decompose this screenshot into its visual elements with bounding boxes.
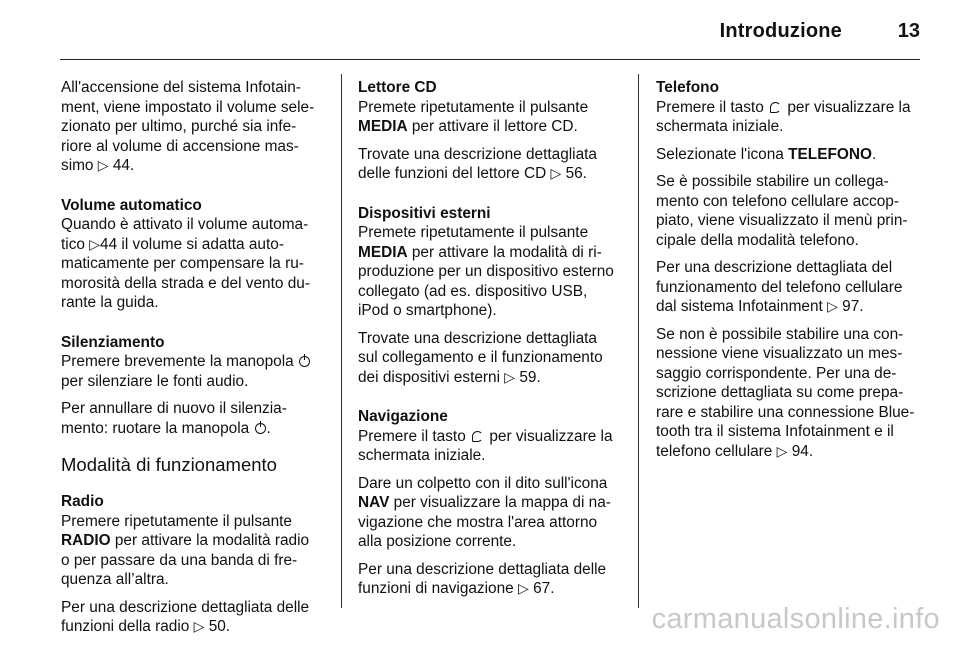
phone-desc-paragraph: Per una descrizione dettagliata del funzionamento del telefono cellulare dal sistema Infotainment ▷ 97. (656, 259, 903, 315)
mute-block: Silenziamento Premere brevemente la manopola per silenziare le fonti audio. (61, 333, 329, 392)
radio-button-label: RADIO (61, 532, 111, 549)
subheading-radio: Radio (61, 493, 104, 510)
header-rule (60, 59, 920, 60)
external-desc-paragraph: Trovate una descrizione dettagliata sul collegamento e il funzionamento dei dispositivi esterni ▷ 59. (358, 329, 603, 386)
column-divider-2 (638, 74, 639, 608)
column-1 (61, 78, 329, 645)
intro-paragraph: All'accensione del sistema Infotain- ment, viene impostato il volume sele- zionato per ultimo, purché sia infe- riore al volume di accensione mas- simo ▷ 44. (61, 79, 315, 174)
media-button-label: MEDIA (358, 243, 408, 261)
page-ref-arrow-icon: ▷ (193, 618, 205, 634)
page-number: 13 (897, 20, 920, 42)
phone-noconn-paragraph: Se non è possibile stabilire una con- nessione viene visualizzato un mes- saggio corrispondente. Per una de- scrizione dettagliata su come prepa- rare e stabilire una connessione Blue- tooth tra il sistema Infotainment e il telefono cellulare ▷ 94. (656, 325, 915, 460)
subheading-phone: Telefono (656, 79, 719, 96)
power-knob-icon (299, 355, 310, 367)
phone-button-label: TELEFONO (788, 145, 872, 163)
power-knob-icon (255, 422, 266, 434)
unmute-paragraph: Per annullare di nuovo il silenzia- mento: ruotare la manopola . (61, 400, 287, 437)
cd-desc-paragraph: Trovate una descrizione dettagliata delle funzioni del lettore CD ▷ 56. (358, 145, 597, 182)
page-ref-arrow-icon: ▷ (97, 157, 109, 173)
subheading-navigation: Navigazione (358, 408, 448, 425)
page-ref: 44. (112, 157, 135, 174)
subheading-volume-auto: Volume automatico (61, 196, 202, 214)
subheading-cd: Lettore CD (358, 79, 437, 96)
nav-block: Navigazione Premere il tasto per visualizzare la schermata iniziale. (358, 407, 628, 466)
phone-connected-paragraph: Se è possibile stabilire un collega- mento con telefono cellulare accop- piato, viene visualizzato il menù prin- cipale della modalità telefono. (656, 173, 908, 249)
phone-select-paragraph: Selezionate l'icona TELEFONO. (656, 145, 877, 163)
page-ref-arrow-icon: ▷ (89, 235, 101, 252)
column-3 (656, 78, 924, 469)
watermark: carmanualsonline.info (651, 603, 940, 635)
column-divider-1 (341, 74, 342, 608)
cd-block: Lettore CD Premete ripetutamente il pulsante MEDIA per attivare il lettore CD. (358, 78, 628, 137)
page-header (0, 0, 960, 60)
page-ref-arrow-icon: ▷ (827, 298, 838, 314)
media-button-label: MEDIA (358, 118, 408, 135)
page-ref-arrow-icon: ▷ (776, 442, 788, 459)
section-heading: Modalità di funzionamento (61, 454, 277, 475)
column-2 (358, 78, 628, 607)
phone-block: Telefono Premere il tasto per visualizzare la schermata iniziale. (656, 78, 924, 137)
home-key-icon (769, 100, 782, 113)
volume-auto-block: Volume automatico Quando è attivato il volume automa- tico ▷44 il volume si adatta auto- maticamente per compensare la ru- morosità della strada e del vento du- rante la guida. (61, 196, 329, 313)
radio-block: Radio Premere ripetutamente il pulsante RADIO per attivare la modalità radio o per passare da una banda di fre- quenza all’altra. (61, 492, 329, 590)
subheading-external: Dispositivi esterni (358, 204, 491, 222)
page-ref-arrow-icon: ▷ (518, 580, 529, 596)
external-block: Dispositivi esterni Premete ripetutamente il pulsante MEDIA per attivare la modalità di ri- produzione per un dispositivo esterno collegato (ad es. dispositivo USB, iPod o smartphone). (358, 204, 628, 321)
home-key-icon (471, 429, 484, 442)
nav-button-label: NAV (358, 494, 390, 511)
subheading-mute: Silenziamento (61, 333, 165, 351)
page-title: Introduzione (719, 20, 842, 42)
nav-tap-paragraph: Dare un colpetto con il dito sull'icona NAV per visualizzare la mappa di na- vigazione che mostra l'area attorno alla posizione corrente. (358, 474, 611, 550)
nav-desc-paragraph: Per una descrizione dettagliata delle funzioni di navigazione ▷ 67. (358, 560, 607, 597)
radio-desc-paragraph: Per una descrizione dettagliata delle funzioni della radio ▷ 50. (61, 598, 310, 635)
page-ref-arrow-icon: ▷ (550, 165, 562, 181)
page-ref-arrow-icon: ▷ (504, 368, 516, 385)
